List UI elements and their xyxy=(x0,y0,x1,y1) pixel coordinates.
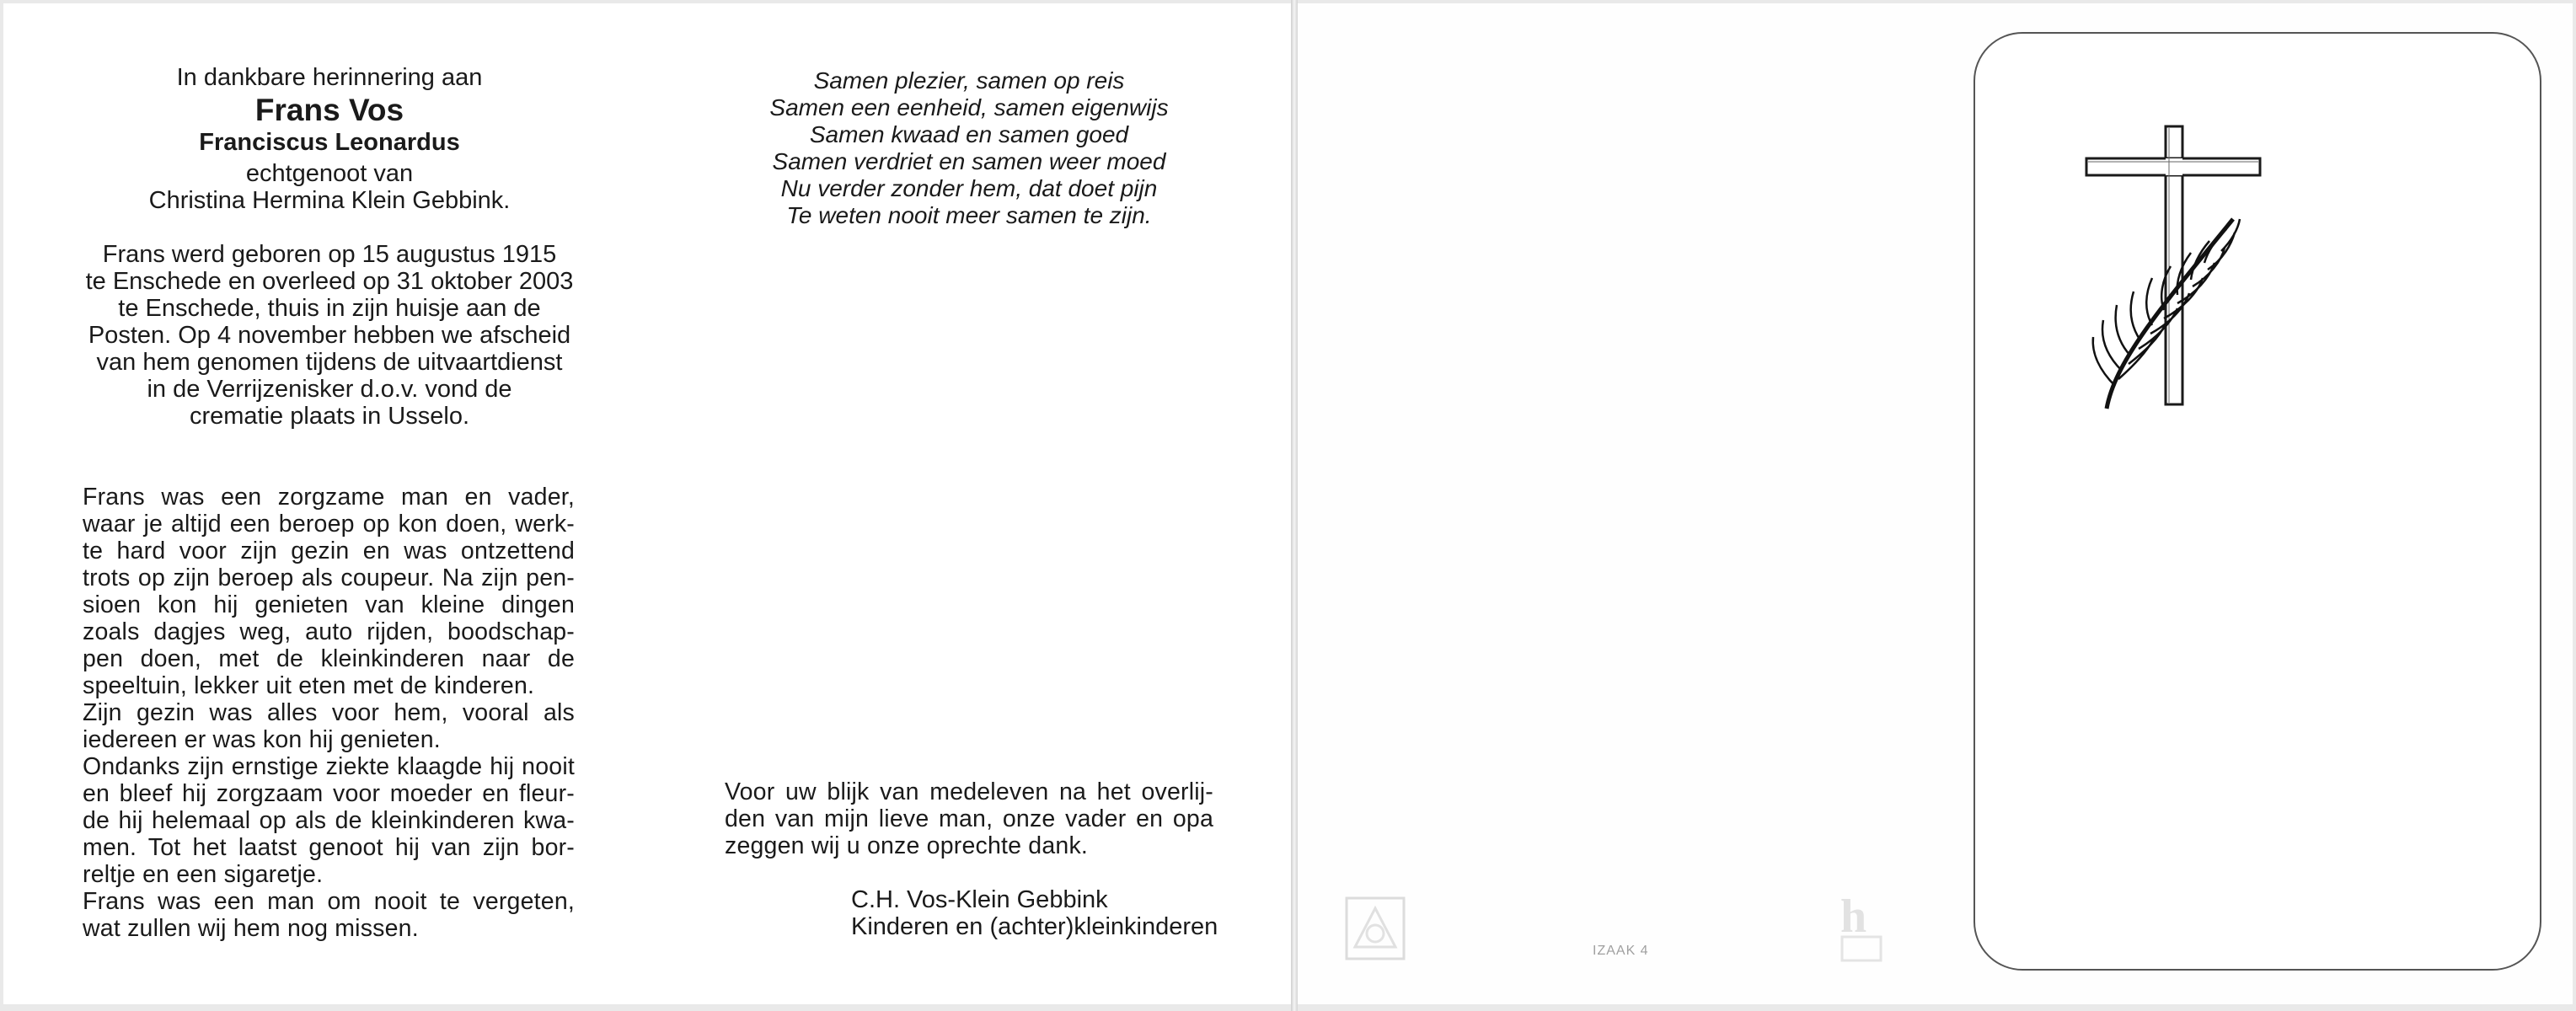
tribute-line: Zijn gezin was alles voor hem, vooral als xyxy=(83,699,575,726)
bio-line: te Enschede, thuis in zijn huisje aan de xyxy=(118,295,541,322)
poem-line: Nu verder zonder hem, dat doet pijn xyxy=(780,175,1158,201)
spouse-name: Christina Hermina Klein Gebbink. xyxy=(148,187,511,214)
tribute-line: waar je altijd een beroep op kon doen, werk- xyxy=(83,511,575,538)
spouse-label: echtgenoot van xyxy=(245,160,414,187)
tribute-line: men. Tot het laatst genoot hij van zijn bor- xyxy=(83,834,575,861)
tribute-line: te hard voor zijn gezin en was ontzettend xyxy=(83,538,575,564)
poem-line: Samen plezier, samen op reis xyxy=(813,67,1125,94)
tribute-line: trots op zijn beroep als coupeur. Na zijn pen- xyxy=(83,564,575,591)
printer-logo-icon xyxy=(1345,896,1406,965)
fold-crease xyxy=(1291,0,1298,1011)
printer-code: IZAAK 4 xyxy=(1593,944,1649,958)
tribute-line: sioen kon hij genieten van kleine dingen xyxy=(83,591,575,618)
tribute-line: Frans was een man om nooit te vergeten, xyxy=(83,888,575,915)
tribute-line: en bleef hij zorgzaam voor moeder en fleur- xyxy=(83,780,575,807)
thanks-line: Voor uw blijk van medeleven na het overlij- xyxy=(725,778,1213,805)
deceased-name: Frans Vos xyxy=(254,93,404,127)
tribute-line: pen doen, met de kleinkinderen naar de xyxy=(83,645,575,672)
tribute-line: Ondanks zijn ernstige ziekte klaagde hij nooit xyxy=(83,753,575,780)
tribute-line: iedereen er was kon hij genieten. xyxy=(83,726,441,753)
bio-line: crematie plaats in Usselo. xyxy=(189,403,470,430)
poem xyxy=(725,67,1213,229)
tribute-line: reltje en een sigaretje. xyxy=(83,861,324,888)
tribute-line: Frans was een zorgzame man en vader, xyxy=(83,484,575,511)
bio-line: van hem genomen tijdens de uitvaartdienst xyxy=(96,349,563,376)
bio-line: Frans werd geboren op 15 augustus 1915 xyxy=(102,241,557,268)
poem-line: Te weten nooit meer samen te zijn. xyxy=(786,202,1152,228)
signature-line: Kinderen en (achter)kleinkinderen xyxy=(851,913,1218,940)
bio-line: te Enschede en overleed op 31 oktober 2003 xyxy=(85,268,574,295)
publisher-logo-icon xyxy=(1837,888,1888,970)
signature xyxy=(851,886,1222,940)
tribute-line: speeltuin, lekker uit eten met de kinderen. xyxy=(83,672,535,699)
biography xyxy=(81,241,578,430)
cross-with-palm-branch-icon xyxy=(2081,118,2309,421)
given-names: Franciscus Leonardus xyxy=(199,129,460,156)
thanks-line: den van mijn lieve man, onze vader en opa xyxy=(725,805,1213,832)
poem-line: Samen een eenheid, samen eigenwijs xyxy=(769,94,1169,120)
tribute-line: de hij helemaal op als de kleinkinderen kwa- xyxy=(83,807,575,834)
tribute-line: wat zullen wij hem nog missen. xyxy=(83,915,419,942)
thanks-text xyxy=(725,778,1213,859)
tribute-text xyxy=(83,484,575,942)
signature-line: C.H. Vos-Klein Gebbink xyxy=(851,886,1108,913)
intro-text: In dankbare herinnering aan xyxy=(176,64,483,91)
left-column xyxy=(81,64,578,430)
bio-line: in de Verrijzenisker d.o.v. vond de xyxy=(147,376,512,403)
poem-line: Samen kwaad en samen goed xyxy=(809,121,1129,147)
thanks-line: zeggen wij u onze oprechte dank. xyxy=(725,832,1089,859)
poem-line: Samen verdriet en samen weer moed xyxy=(772,148,1166,174)
bio-line: Posten. Op 4 november hebben we afscheid xyxy=(88,322,571,349)
tribute-line: zoals dagjes weg, auto rijden, boodschap- xyxy=(83,618,575,645)
svg-text:h: h xyxy=(1840,891,1867,943)
